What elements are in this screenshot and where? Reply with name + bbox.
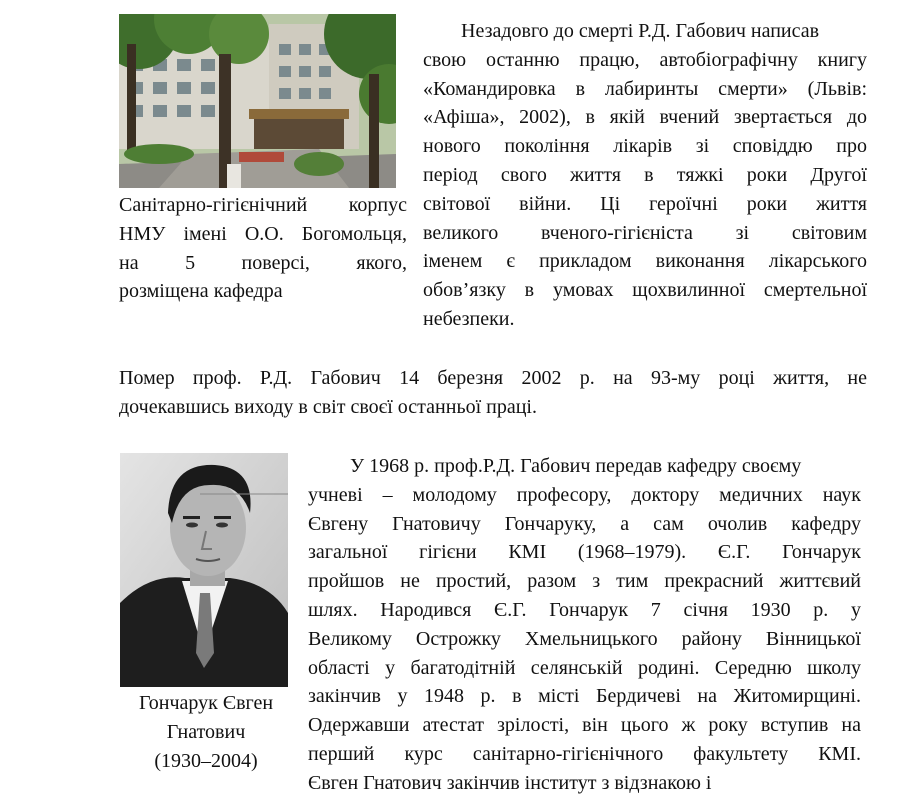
- text-line: дочекавшись виходу в світ своєї останньої праці.: [119, 395, 537, 418]
- text-line: період свого життя в тяжкі роки Другої: [423, 163, 867, 186]
- text-line: великого вченого-гігієніста зі світовим: [423, 221, 867, 244]
- caption-line: НМУ імені О.О. Богомольця,: [119, 222, 407, 245]
- text-line: Євгену Гнатовичу Гончаруку, а сам очолив кафедру: [308, 512, 861, 535]
- text-line: «Афіша», 2002), в якій вчений звертається до: [423, 106, 867, 129]
- text-line: Великому Острожку Хмельницького району Вінницької: [308, 627, 861, 650]
- portrait-illustration: [120, 453, 288, 687]
- text-line: закінчив у 1948 р. в місті Бердичеві на Житомирщині.: [308, 685, 861, 708]
- building-photo-caption: [119, 191, 407, 306]
- caption-line: Санітарно-гігієнічний корпус: [119, 194, 407, 216]
- text-line: Одержавши атестат зрілості, він цього ж року вступив на: [308, 714, 861, 737]
- text-line: учневі – молодому професору, доктору медичних наук: [308, 483, 861, 506]
- text-line: «Командировка в лабиринты смерти» (Львів:: [423, 77, 867, 100]
- text-line: пройшов не простий, разом з тим прекрасний життєвий: [308, 570, 861, 593]
- portrait-caption: [108, 689, 304, 775]
- text-line: світової війни. Ці героїчні роки життя: [423, 192, 867, 215]
- text-line: Незадовго до смерті Р.Д. Габович написав: [461, 20, 820, 42]
- text-line: У 1968 р. проф.Р.Д. Габович передав кафедру своєму: [350, 455, 802, 477]
- caption-line: розміщена кафедра: [119, 280, 283, 303]
- building-photo-illustration: [119, 14, 396, 188]
- text-line: Євген Гнатович закінчив інститут з відзнакою і: [308, 771, 712, 794]
- text-line: обов’язку в умовах щохвилинної смертельної: [423, 279, 867, 302]
- building-photo: [119, 14, 396, 188]
- paragraph-gabovych-last-work: [423, 17, 867, 334]
- text-line: нового покоління лікарів зі сповіддю про: [423, 135, 867, 158]
- text-line: області у багатодітній селянській родині. Середню школу: [308, 656, 861, 679]
- caption-line: Гончарук Євген: [138, 692, 274, 714]
- text-line: шлях. Народився Є.Г. Гончарук 7 січня 1930 р. у: [308, 598, 861, 621]
- paragraph-gabovych-death: [119, 364, 867, 422]
- caption-line: на 5 поверсі, якого,: [119, 251, 407, 274]
- text-line: загальної гігієни КМІ (1968–1979). Є.Г. Гончарук: [308, 541, 861, 564]
- caption-line: (1930–2004): [154, 749, 258, 772]
- text-line: Помер проф. Р.Д. Габович 14 березня 2002 р. на 93-му році життя, не: [119, 367, 867, 389]
- caption-line: Гнатович: [166, 720, 246, 743]
- text-line: іменем є прикладом виконання лікарського: [423, 250, 867, 273]
- text-line: свою останню працю, автобіографічну книгу: [423, 48, 867, 71]
- text-line: небезпеки.: [423, 307, 515, 330]
- portrait-photo: [120, 453, 288, 687]
- paragraph-honcharuk-biography: [308, 452, 861, 798]
- text-line: перший курс санітарно-гігієнічного факультету КМІ.: [308, 742, 861, 765]
